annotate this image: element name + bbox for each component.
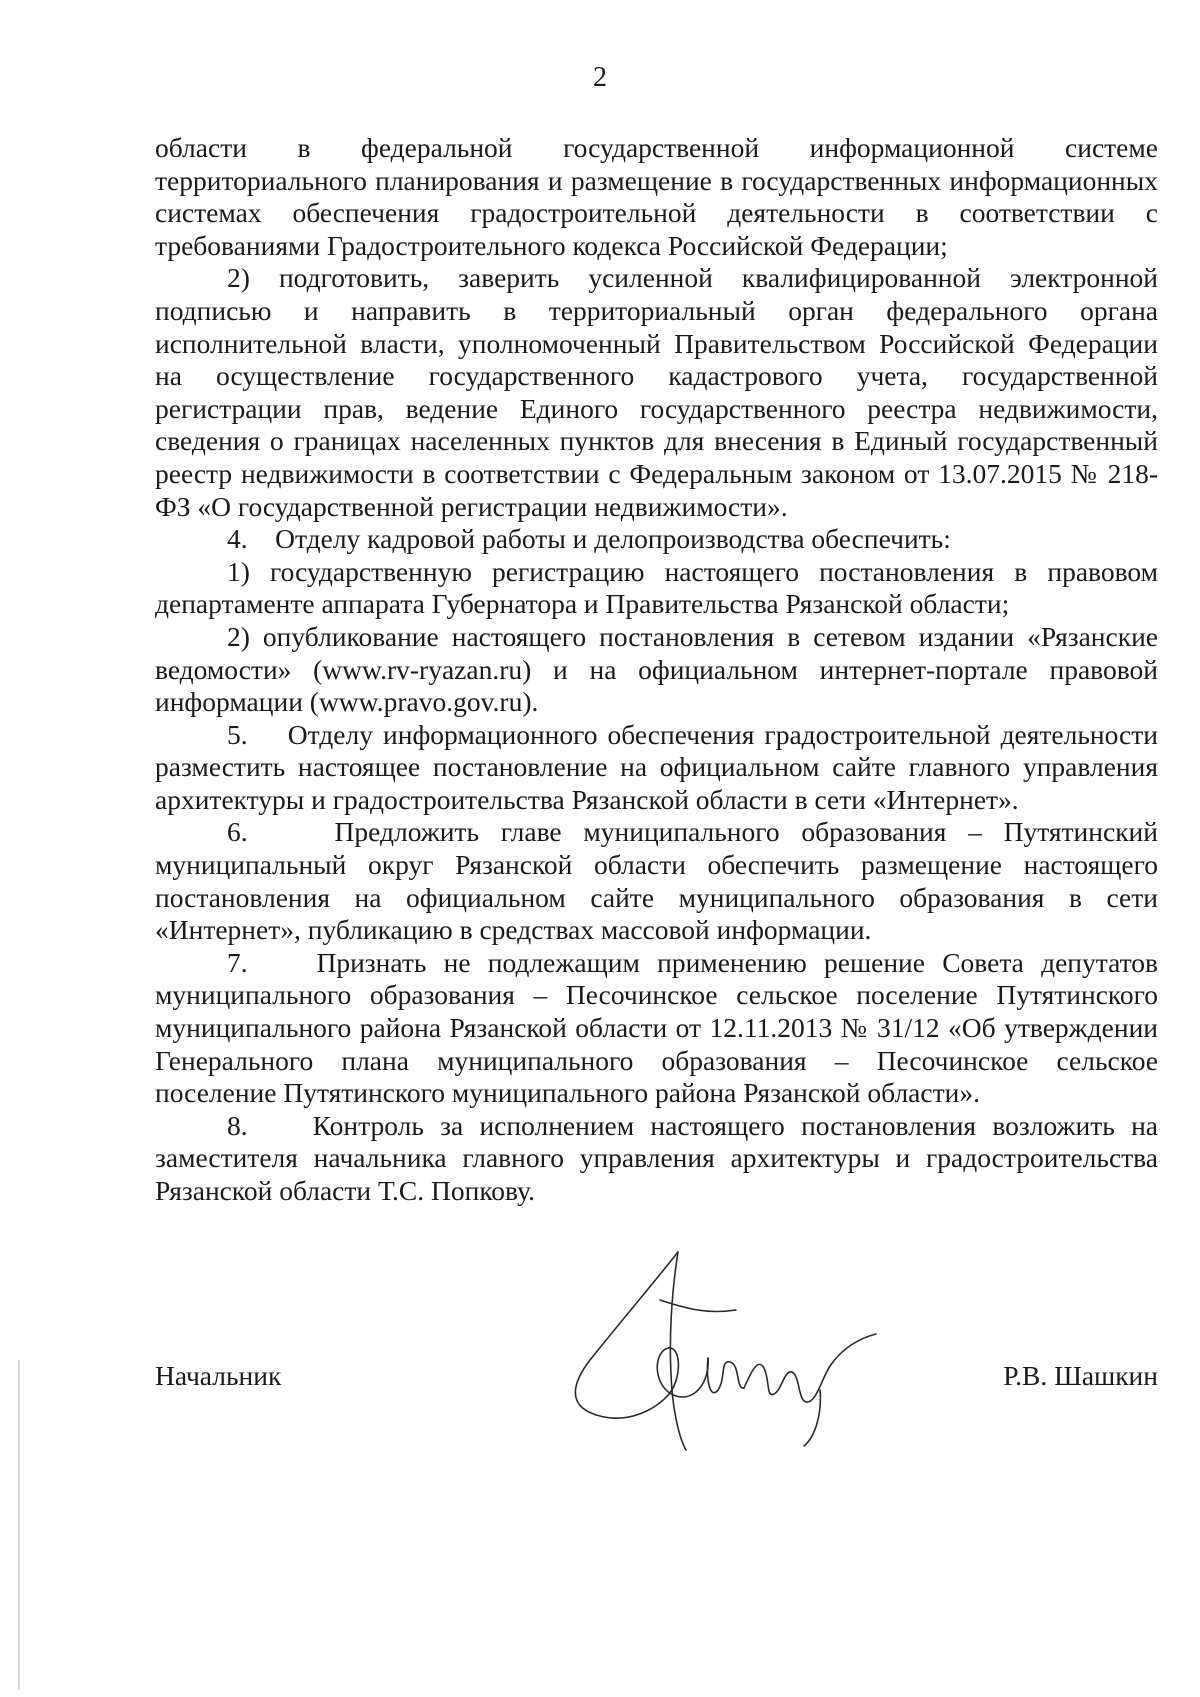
paragraph-section-4-item-2: 2) опубликование настоящего постановления в сетевом издании «Рязанские ведомости» (www.rv-ryazan.ru) и на официальном интернет-портале правовой информации (www.pravo.gov.ru).	[155, 620, 1158, 718]
paragraph-section-8: 8. Контроль за исполнением настоящего постановления возложить на заместителя начальника главного управления архитектуры и градостроительства Рязанской области Т.С. Попкову.	[155, 1109, 1158, 1206]
page-number: 2	[593, 62, 607, 93]
signatory-name: Р.В. Шашкин	[1003, 1360, 1158, 1391]
paragraph-continuation: области в федеральной государственной информационной системе территориального планирования и размещение в государственных информационных системах обеспечения градостроительной деятельности в соответствии с требованиями Градостроительного кодекса Российской Федерации;	[155, 132, 1158, 261]
paragraph-section-5: 5. Отделу информационного обеспечения градостроительной деятельности разместить настоящее постановление на официальном сайте главного управления архитектуры и градостроительства Рязанской области в сети «Интернет».	[155, 718, 1158, 815]
handwritten-signature	[560, 1240, 890, 1455]
document-body	[155, 132, 1158, 1208]
scan-artifact-line	[18, 1360, 20, 1690]
signature-block	[155, 1360, 1158, 1420]
paragraph-section-4-item-1: 1) государственную регистрацию настоящего постановления в правовом департаменте аппарата Губернатора и Правительства Рязанской области;	[155, 555, 1158, 620]
paragraph-section-7: 7. Признать не подлежащим применению решение Совета депутатов муниципального образования – Песочинское сельское поселение Путятинского муниципального района Рязанской области от 12.11.2013 № 31/12 «Об утверждении Генерального плана муниципального образования – Песочинское сельское поселение Путятинского муниципального района Рязанской области».	[155, 946, 1158, 1109]
paragraph-section-6: 6. Предложить главе муниципального образования – Путятинский муниципальный округ Рязанской области обеспечить размещение настоящего постановления на официальном сайте муниципального образования в сети «Интернет», публикацию в средствах массовой информации.	[155, 816, 1158, 946]
signatory-position: Начальник	[155, 1360, 282, 1391]
paragraph-section-4: 4. Отделу кадровой работы и делопроизводства обеспечить:	[227, 523, 951, 555]
paragraph-item-2: 2) подготовить, заверить усиленной квалифицированной электронной подписью и направить в территориальный орган федерального органа исполнительной власти, уполномоченный Правительством Российской Федерации на осуществление государственного кадастрового учета, государственной регистрации прав, ведение Единого государственного реестра недвижимости, сведения о границах населенных пунктов для внесения в Единый государственный реестр недвижимости в соответствии с Федеральным законом от 13.07.2015 № 218-ФЗ «О государственной регистрации недвижимости».	[155, 262, 1158, 522]
